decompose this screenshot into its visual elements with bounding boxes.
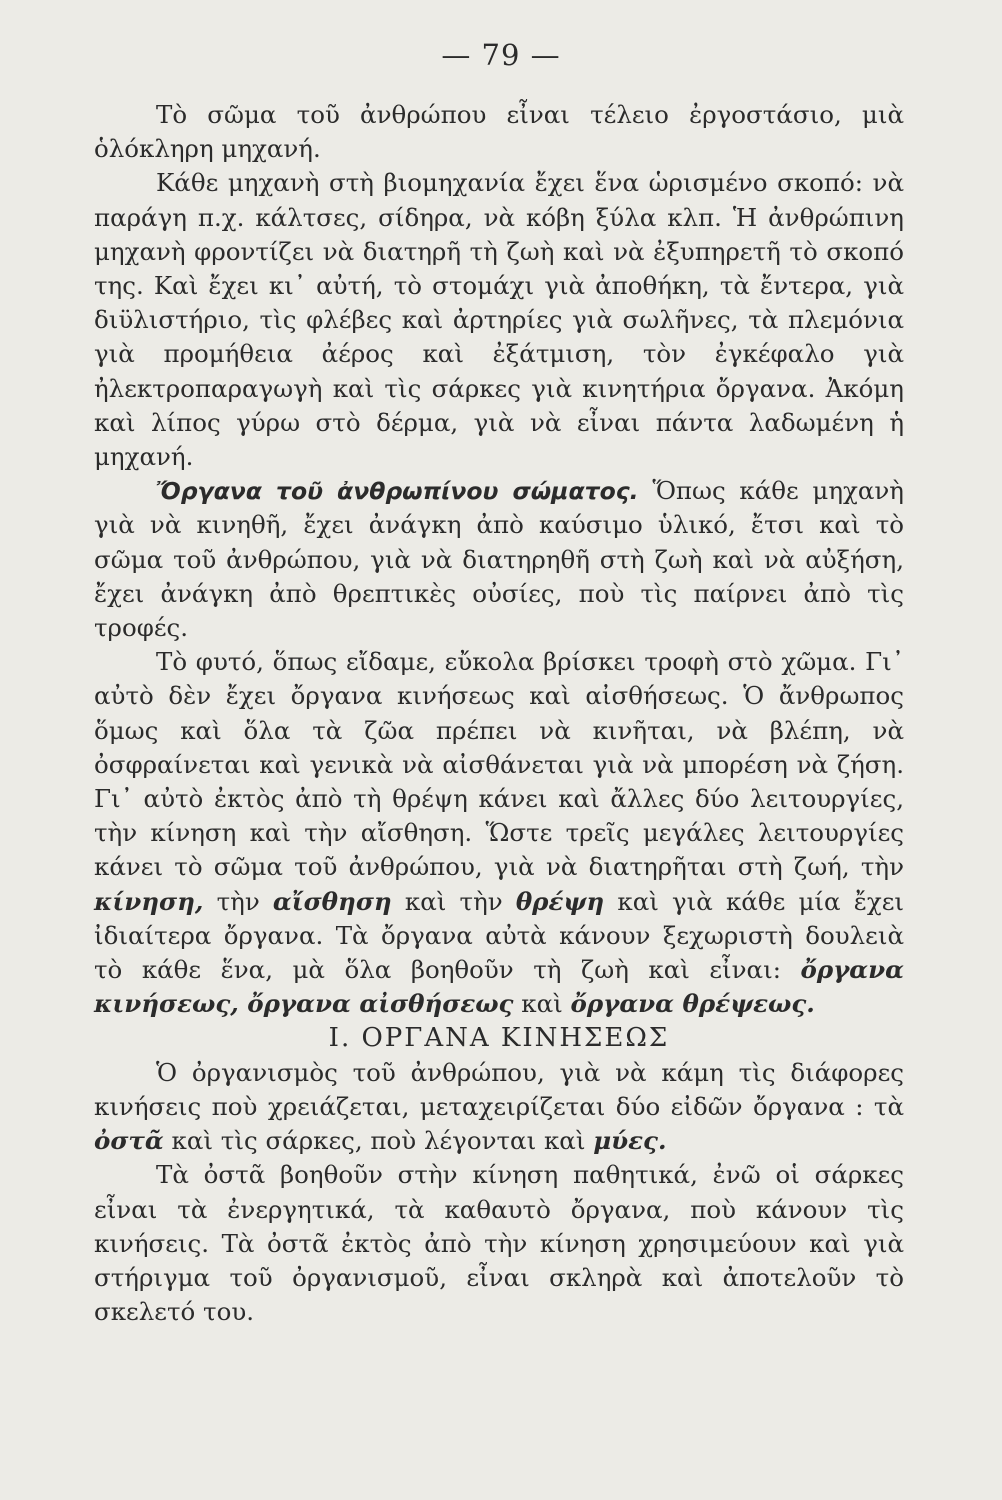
page-number: — 79 — xyxy=(441,38,561,72)
term-bones: ὀστᾶ xyxy=(94,1126,164,1156)
run-in-heading: Ὄργανα τοῦ ἀνθρωπίνου σώματος. xyxy=(156,477,639,506)
body-text xyxy=(94,98,904,1329)
term-movement: κίνηση, xyxy=(94,886,204,916)
text-run: καὶ τὴν xyxy=(391,886,516,916)
term-organ-groups: ὄργανα κινήσεως, ὄργανα αἰσθήσεως xyxy=(94,955,904,1019)
paragraph-organs-text: Ὅπως κάθε μηχανὴ γιὰ νὰ κινηθῆ, ἔχει ἀνάγκη ἀπὸ καύσιμο ὑλικό, ἔτσι καὶ τὸ σῶμα τοῦ ἀνθρώπου, γιὰ νὰ διατηρηθῆ στὴ ζωὴ καὶ νὰ αὐξήση, ἔχει ἀνάγκη ἀπὸ θρεπτικὲς οὐσίες, ποὺ τὶς παίρνει ἀπὸ τὶς τροφές. xyxy=(94,476,904,643)
text-run: τὴν xyxy=(203,886,273,916)
paragraph-functions xyxy=(94,645,904,1021)
term-sensation: αἴσθηση xyxy=(272,886,392,916)
text-run: καὶ γιὰ κάθε μία ἔχει ἰδιαίτερα ὄργανα. Τὰ ὄργανα αὐτὰ κάνουν ξεχωριστὴ δουλειὰ τὸ κάθε ἕνα, μὰ ὅλα βοηθοῦν τὴ ζωὴ καὶ εἶναι: xyxy=(94,886,905,985)
paragraph-bones-muscles xyxy=(94,1056,904,1159)
term-nutrition: θρέψη xyxy=(515,886,605,916)
term-muscles: μύες. xyxy=(593,1126,667,1156)
text-run: καὶ xyxy=(513,989,571,1019)
paragraph-skeleton: Τὰ ὀστᾶ βοηθοῦν στὴν κίνηση παθητικά, ἐνῶ οἱ σάρκες εἶναι τὰ ἐνεργητικά, τὰ καθαυτὸ ὄργανα, ποὺ κάνουν τὶς κινήσεις. Τὰ ὀστᾶ ἐκτὸς ἀπὸ τὴν κίνηση χρησιμεύουν καὶ γιὰ στήριγμα τοῦ ὀργανισμοῦ, εἶναι σκληρὰ καὶ ἀποτελοῦν τὸ σκελετό του. xyxy=(94,1160,904,1327)
paragraph-organs xyxy=(94,474,904,645)
text-run: καὶ τὶς σάρκες, ποὺ λέγονται καὶ xyxy=(163,1126,594,1156)
text-run: Τὸ φυτό, ὅπως εἴδαμε, εὔκολα βρίσκει τροφὴ στὸ χῶμα. Γι᾿ αὐτὸ δὲν ἔχει ὄργανα κινήσεως καὶ αἰσθήσεως. Ὁ ἄνθρωπος ὅμως καὶ ὅλα τὰ ζῶα πρέπει νὰ κινῆται, νὰ βλέπη, νὰ ὀσφραίνεται καὶ γενικὰ νὰ αἰσθάνεται γιὰ νὰ μπορέση νὰ ζήση. Γι᾿ αὐτὸ ἐκτὸς ἀπὸ τὴ θρέψη κάνει καὶ ἄλλες δύο λειτουργίες, τὴν κίνηση καὶ τὴν αἴσθηση. Ὥστε τρεῖς μεγάλες λειτουργίες κάνει τὸ σῶμα τοῦ ἀνθρώπου, γιὰ νὰ διατηρῆται στὴ ζωή, τὴν xyxy=(94,647,904,882)
paragraph-intro: Τὸ σῶμα τοῦ ἀνθρώπου εἶναι τέλειο ἐργοστάσιο, μιὰ ὁλόκληρη μηχανή. xyxy=(94,100,904,164)
text-run: Ὁ ὀργανισμὸς τοῦ ἀνθρώπου, γιὰ νὰ κάμη τὶς διάφορες κινήσεις ποὺ χρειάζεται, μεταχειρίζεται δύο εἰδῶν ὄργανα : τὰ xyxy=(94,1057,904,1121)
paragraph-machine: Κάθε μηχανὴ στὴ βιομηχανία ἔχει ἕνα ὡρισμένο σκοπό: νὰ παράγη π.χ. κάλτσες, σίδηρα, νὰ κόβη ξύλα κλπ. Ἡ ἀνθρώπινη μηχανὴ φροντίζει νὰ διατηρῆ τὴ ζωὴ καὶ νὰ ἐξυπηρετῆ τὸ σκοπό της. Καὶ ἔχει κι᾿ αὐτή, τὸ στομάχι γιὰ ἀποθήκη, τὰ ἔντερα, γιὰ διϋλιστήριο, τὶς φλέβες καὶ ἀρτηρίες γιὰ σωλῆνες, τὰ πλεμόνια γιὰ προμήθεια ἀέρος καὶ ἐξάτμιση, τὸν ἐγκέφαλο γιὰ ἠλεκτροπαραγωγὴ καὶ τὶς σάρκες γιὰ κινητήρια ὄργανα. Ἀκόμη καὶ λίπος γύρω στὸ δέρμα, γιὰ νὰ εἶναι πάντα λαδωμένη ἡ μηχανή. xyxy=(94,168,904,472)
section-heading: Ι. ΟΡΓΑΝΑ ΚΙΝΗΣΕΩΣ xyxy=(328,1023,670,1054)
term-nutrition-organs: ὄργανα θρέψεως. xyxy=(570,989,815,1019)
